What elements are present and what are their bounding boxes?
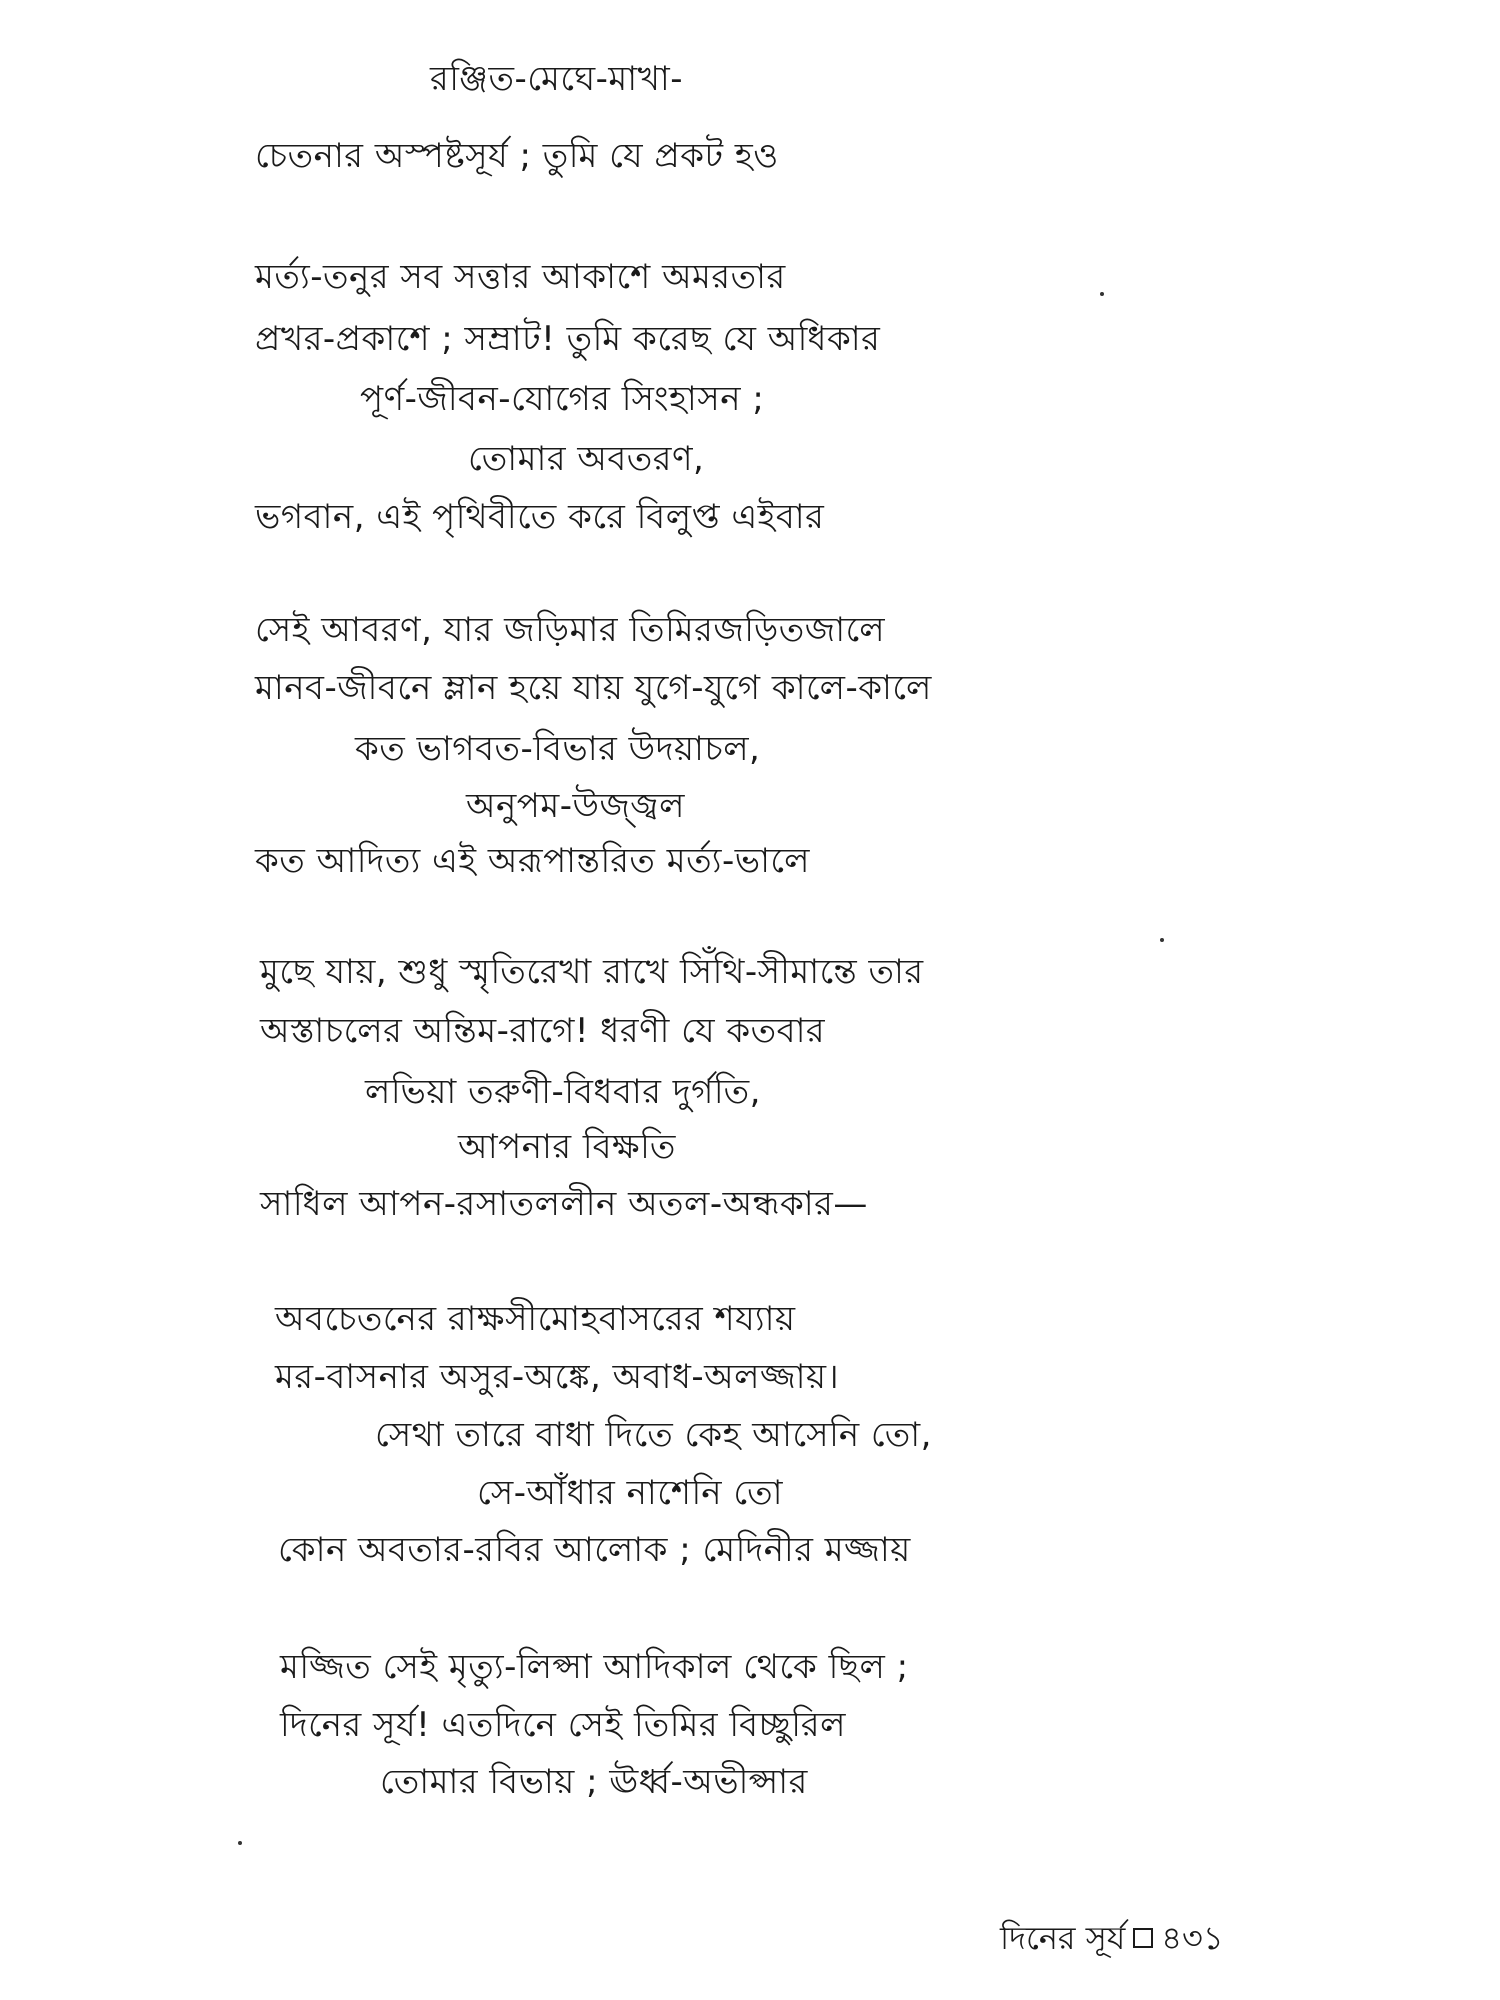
poem-line: লভিয়া তরুণী-বিধবার দুর্গতি, xyxy=(365,1072,761,1112)
poem-line: মর-বাসনার অসুর-অঙ্কে, অবাধ-অলজ্জায়। xyxy=(275,1357,840,1397)
speck xyxy=(1160,938,1164,942)
poem-line: সাধিল আপন-রসাতললীন অতল-অন্ধকার— xyxy=(260,1184,868,1224)
poem-line: আপনার বিক্ষতি xyxy=(458,1127,676,1167)
poem-line: তোমার বিভায় ; ঊর্ধ্ব-অভীপ্সার xyxy=(380,1762,808,1802)
poem-line: সেই আবরণ, যার জড়িমার তিমিরজড়িতজালে xyxy=(255,610,886,650)
page-footer xyxy=(1000,1918,1224,1958)
speck xyxy=(1100,292,1104,296)
page-number: ৪৩১ xyxy=(1161,1919,1224,1957)
speck xyxy=(238,1841,242,1845)
poem-line: কোন অবতার-রবির আলোক ; মেদিনীর মজ্জায় xyxy=(278,1530,911,1570)
poem-line: অনুপম-উজ্জ্বল xyxy=(466,786,685,826)
poem-line: মানব-জীবনে ম্লান হয়ে যায় যুগে-যুগে কালে-কালে xyxy=(255,668,932,708)
running-title: দিনের সূর্য xyxy=(1000,1919,1126,1957)
poem-line: মর্ত্য-তনুর সব সত্তার আকাশে অমরতার xyxy=(255,257,786,297)
poem-line: ভগবান, এই পৃথিবীতে করে বিলুপ্ত এইবার xyxy=(255,497,825,537)
poem-line: তোমার অবতরণ, xyxy=(468,439,705,479)
poem-line: কত ভাগবত-বিভার উদয়াচল, xyxy=(355,729,761,769)
poem-line: অস্তাচলের অন্তিম-রাগে! ধরণী যে কতবার xyxy=(260,1011,826,1051)
poem-line: অবচেতনের রাক্ষসীমোহবাসরের শয্যায় xyxy=(275,1299,796,1339)
poem-line: প্রখর-প্রকাশে ; সম্রাট! তুমি করেছ যে অধিকার xyxy=(255,319,881,359)
poem-line: মজ্জিত সেই মৃত্যু-লিপ্সা আদিকাল থেকে ছিল ; xyxy=(280,1647,909,1687)
poem-line: মুছে যায়, শুধু স্মৃতিরেখা রাখে সিঁথি-সীমান্তে তার xyxy=(260,952,924,992)
poem-line: সে-আঁধার নাশেনি তো xyxy=(477,1473,784,1513)
poem-line: চেতনার অস্পষ্টসূর্য ; তুমি যে প্রকট হও xyxy=(255,136,779,176)
poem-line: কত আদিত্য এই অরূপান্তরিত মর্ত্য-ভালে xyxy=(255,841,810,881)
separator-box-icon xyxy=(1133,1928,1153,1948)
poem-line: সেথা তারে বাধা দিতে কেহ আসেনি তো, xyxy=(375,1415,932,1455)
poem-line: দিনের সূর্য! এতদিনে সেই তিমির বিচ্ছুরিল xyxy=(280,1705,846,1745)
poem-line: পূর্ণ-জীবন-যোগের সিংহাসন ; xyxy=(360,379,765,419)
poem-line: রঞ্জিত-মেঘে-মাখা- xyxy=(430,59,684,99)
